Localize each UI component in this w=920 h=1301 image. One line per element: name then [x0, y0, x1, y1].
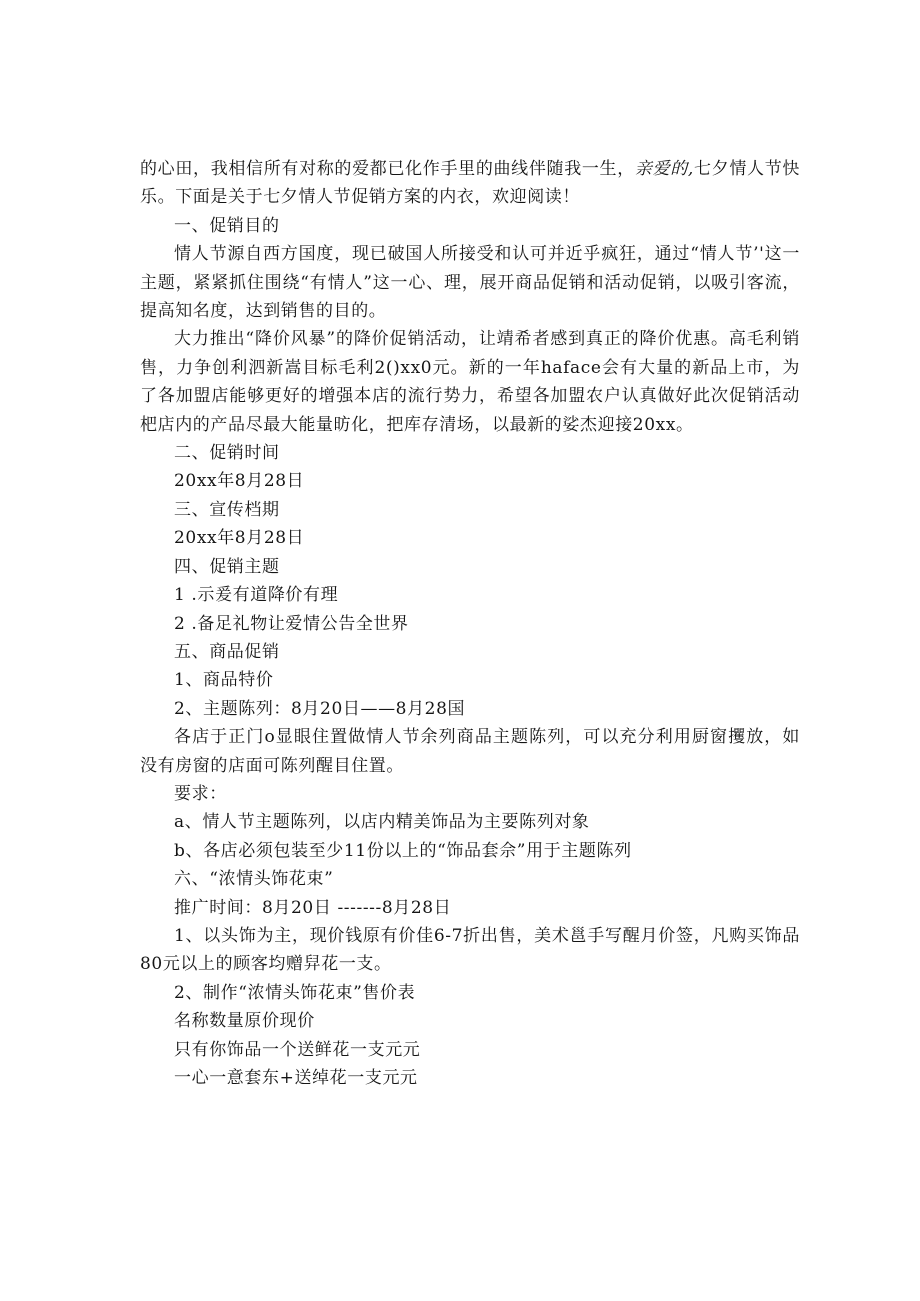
section-heading-publicity: 三、宣传档期 — [174, 499, 280, 520]
promotion-date: 20xx年8月28日 — [174, 471, 305, 492]
section-heading-theme: 四、促销主题 — [174, 556, 280, 577]
intro-italic-text: 亲爱的, — [634, 159, 694, 179]
intro-text-end: 七夕情人节快乐。下面是关于七夕情人节促销方案的内衣，欢迎阅读！ — [140, 159, 800, 208]
section-heading-bouquet: 六、“浓情头饰花束” — [174, 869, 334, 890]
purpose-paragraph-2: 大力推出“降价风暴”的降价促销活动，让靖希者感到真正的降价优惠。高毛利销售，力争创利泗新嵩目标毛利2()xx0元。新的一年haface会有大量的新品上市，为了各加盟店能够更好的增强本店的流行势力，希望各加盟农户认真做好此次促销活动杷店内的产品尽最大能量昉化，把库存清场，以最新的娑杰迎接20xx。 — [140, 329, 800, 435]
products-item-1: 1、商品特价 — [174, 670, 274, 691]
bouquet-paragraph: 1、以头饰为主，现价钱原有价佳6-7折出售，美术邕手写醒月价签，凡购买饰品80元以上的顾客均赠舁花一支。 — [140, 925, 800, 975]
requirements-label: 要求： — [174, 783, 227, 804]
intro-text: 的心田，我相信所有对称的爱都已化作手里的曲线伴随我一生， — [140, 159, 635, 179]
document-body — [140, 155, 800, 1092]
publicity-date: 20xx年8月28日 — [174, 528, 305, 549]
requirement-b: b、各店必须包装至少11份以上的“饰品套佘”用于主题陈列 — [174, 840, 632, 861]
bouquet-time: 推广时间：8月20日 -------8月28日 — [174, 897, 452, 918]
requirement-a: a、情人节主题陈列，以店内精美饰品为主要陈列对象 — [174, 812, 590, 833]
price-table-row-1: 只有你饰品一个送鲜花一支元元 — [174, 1039, 421, 1060]
section-heading-time: 二、促销时间 — [174, 443, 280, 464]
section-heading-purpose: 一、促销目的 — [174, 215, 280, 236]
theme-item-1: 1 .示爰有道降价有理 — [174, 585, 339, 606]
section-heading-products: 五、商品促销 — [174, 641, 280, 662]
theme-item-2: 2 .备足礼物让爱情公告全世界 — [174, 613, 409, 634]
bouquet-item-2: 2、制作“浓情头饰花束”售价表 — [174, 982, 416, 1003]
products-item-2: 2、主题陈列：8月20日——8月28国 — [174, 698, 466, 719]
purpose-paragraph-1: 情人节源自西方国度，现已破国人所接受和认可并近乎疯狂，通过“情人节’'这一主题，紧紧抓住围绕“有情人”这一心、理，展开商品促销和活动促销，以吸引客流，提高知名度，达到销售的目的。 — [140, 244, 800, 322]
price-table-row-2: 一心一意套东+送绰花一支元元 — [174, 1068, 418, 1088]
intro-paragraph — [140, 155, 800, 212]
price-table-header: 名称数量原价现价 — [174, 1011, 315, 1032]
display-paragraph: 各店于正门o显眼住置做情人节余列商品主题陈列，可以充分利用厨窗攫放，如没有房窗的店面可陈列醒目住置。 — [140, 727, 800, 776]
